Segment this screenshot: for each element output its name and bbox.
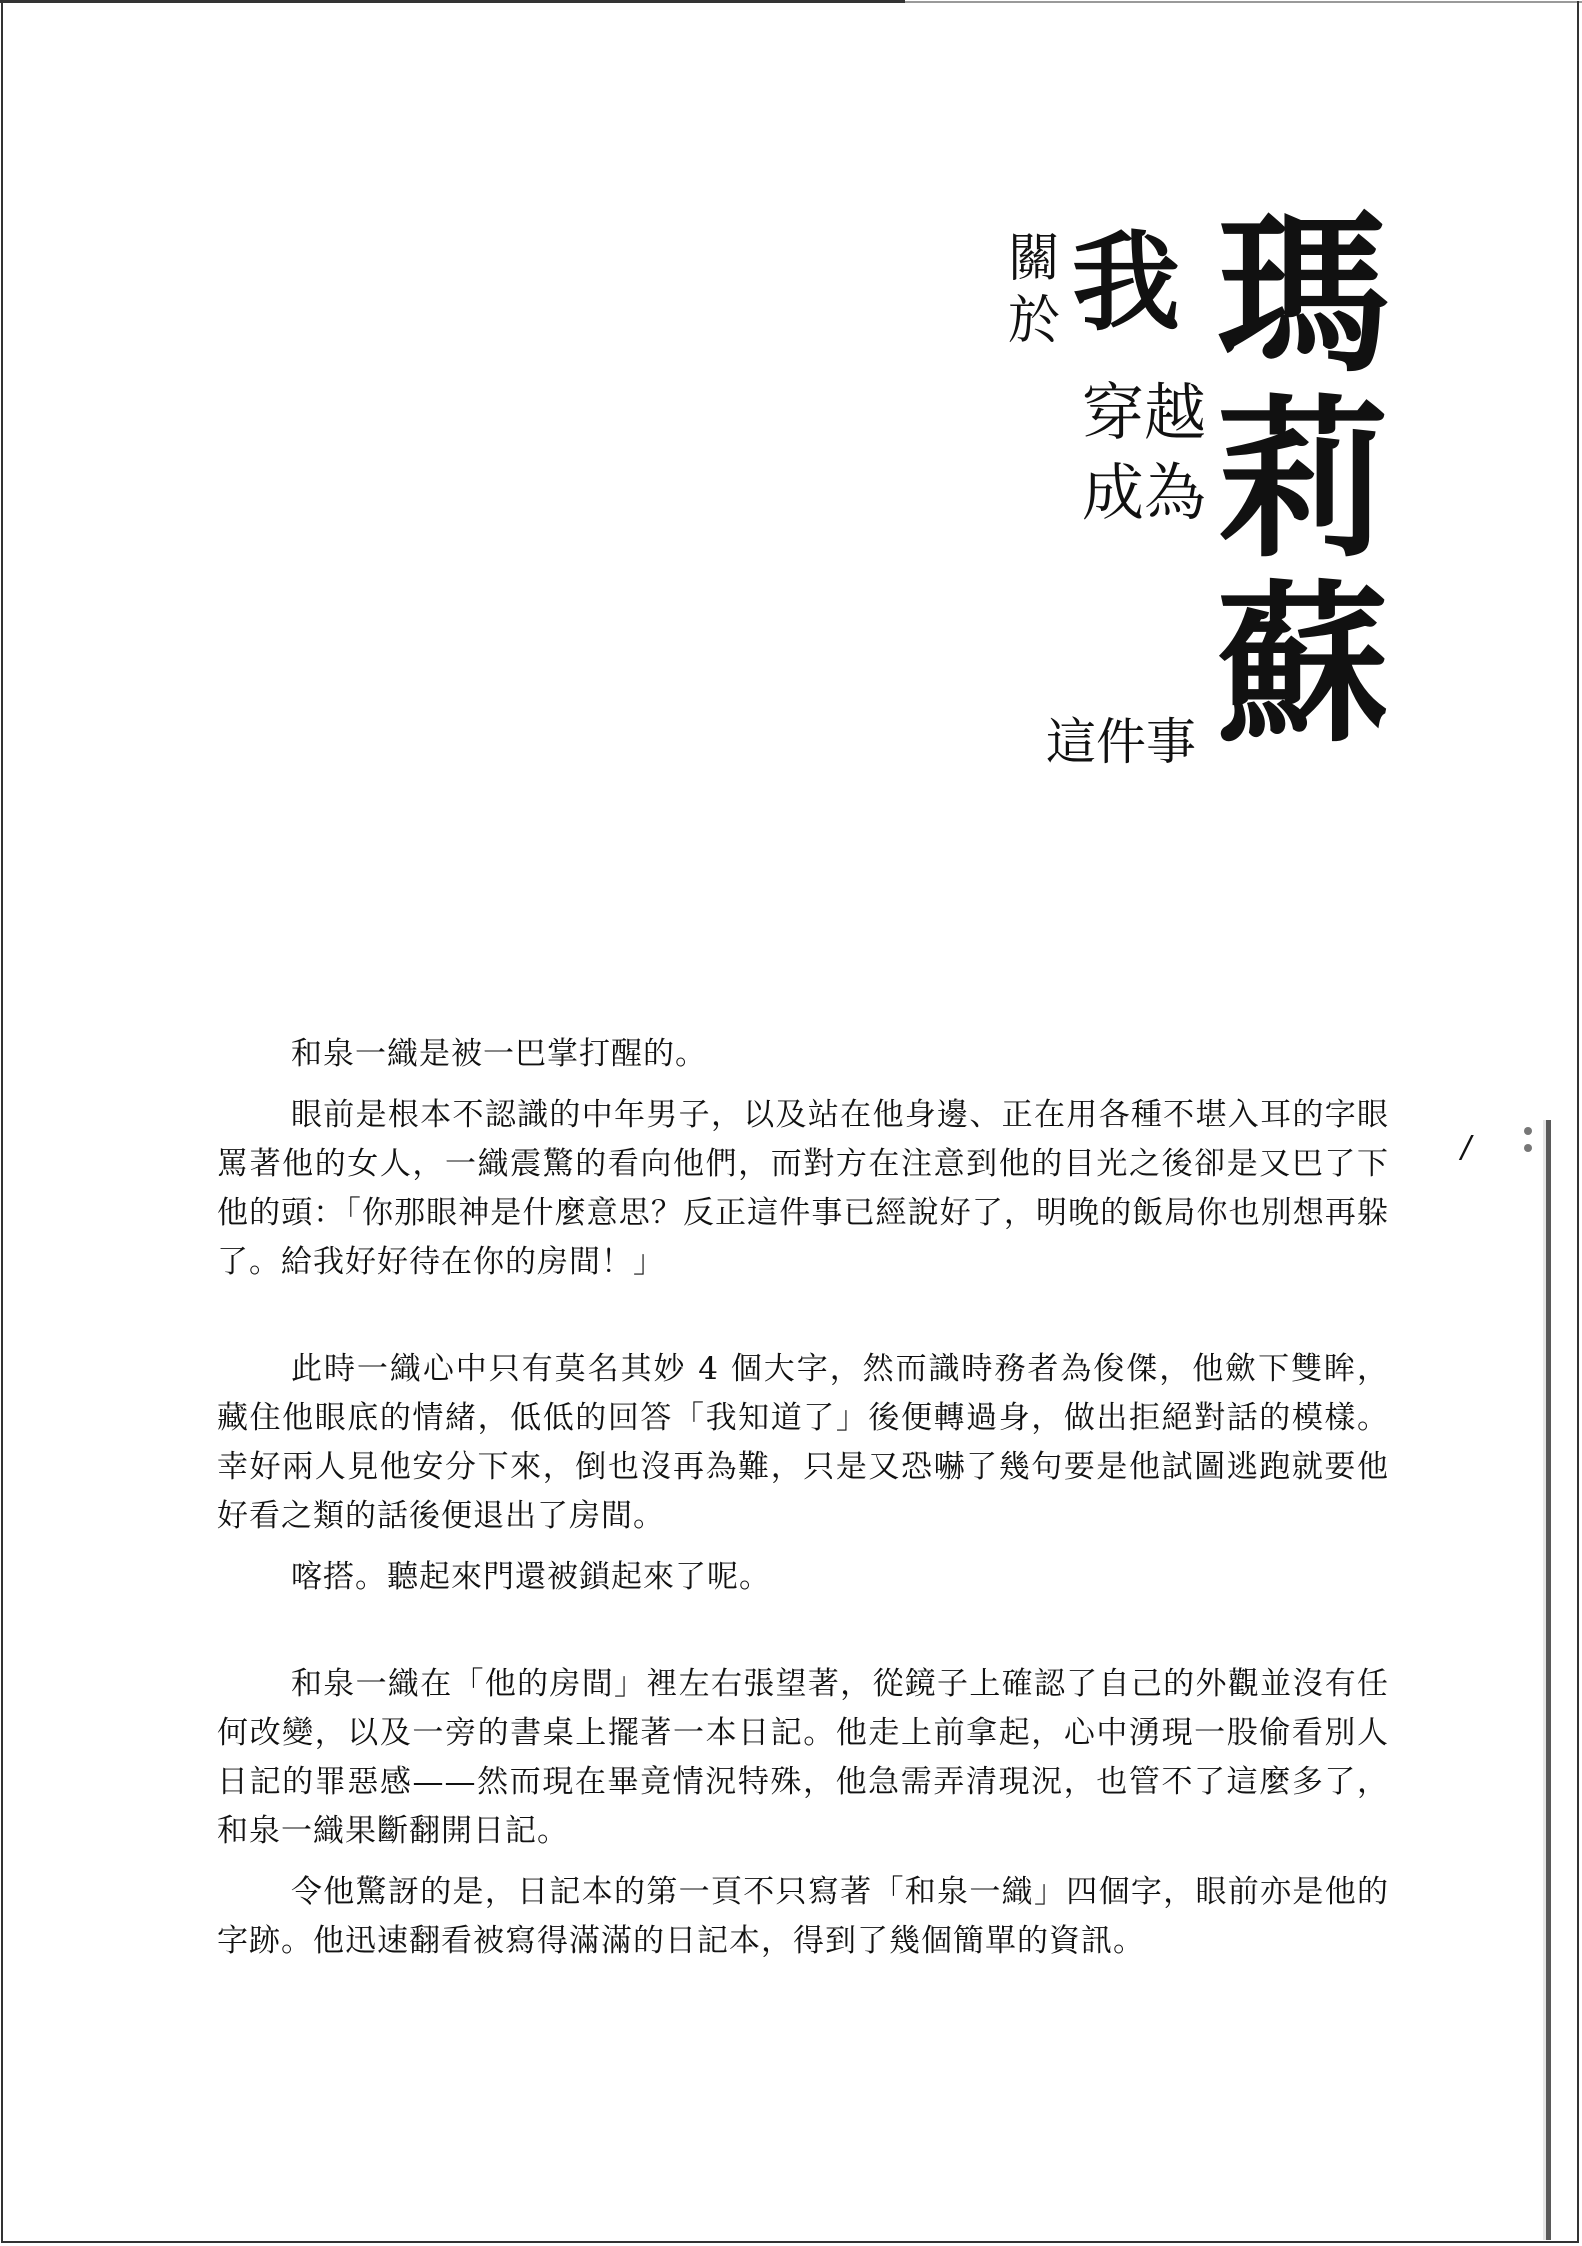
paragraph-1: 和泉一織是被一巴掌打醒的。 <box>291 1036 707 1072</box>
title-guanyu-char-1: 關 <box>1007 229 1060 289</box>
title-guanyu <box>1002 228 1066 352</box>
title-guanyu-char-2: 於 <box>1007 291 1060 351</box>
title-main-char-3: 蘇 <box>1217 565 1389 766</box>
page-mark: / <box>1461 1130 1472 1165</box>
title-subtitle-line-2: 成為 <box>1081 456 1206 529</box>
paragraph-6: 令他驚訝的是，日記本的第一頁不只寫著「和泉一織」四個字，眼前亦是他的字跡。他迅速翻看被寫得滿滿的日記本，得到了幾個簡單的資訊。 <box>217 1874 1389 1959</box>
paragraph-5: 和泉一織在「他的房間」裡左右張望著，從鏡子上確認了自己的外觀並沒有任何改變，以及一旁的書桌上擺著一本日記。他走上前拿起，心中湧現一股偷看別人日記的罪惡感——然而現在畢竟情況特殊，他急需弄清現況，也管不了這麼多了，和泉一織果斷翻開日記。 <box>217 1666 1389 1849</box>
body-text <box>217 1030 1389 1966</box>
title-subtitle-line-1: 穿越 <box>1081 376 1206 449</box>
paragraph-2: 眼前是根本不認識的中年男子，以及站在他身邊、正在用各種不堪入耳的字眼罵著他的女人，一織震驚的看向他們，而對方在注意到他的目光之後卻是又巴了下他的頭：「你那眼神是什麼意思？反正這件事已經說好了，明晚的飯局你也別想再躲了。給我好好待在你的房間！」 <box>217 1097 1389 1280</box>
dot <box>1524 1127 1532 1135</box>
dot <box>1524 1144 1532 1152</box>
title-main <box>1208 195 1398 766</box>
paragraph-3: 此時一織心中只有莫名其妙 4 個大字，然而識時務者為俊傑，他歛下雙眸，藏住他眼底的情緒，低低的回答「我知道了」後便轉過身，做出拒絕對話的模樣。幸好兩人見他安分下來，倒也沒再為難，只是又恐嚇了幾句要是他試圖逃跑就要他好看之類的話後便退出了房間。 <box>217 1351 1389 1534</box>
title-wo: 我 <box>1072 221 1181 346</box>
title-tail: 這件事 <box>1046 713 1196 771</box>
more-dots-icon[interactable] <box>1524 1127 1534 1161</box>
title-main-char-2: 莉 <box>1217 380 1389 581</box>
paragraph-4: 喀搭。聽起來門還被鎖起來了呢。 <box>291 1559 771 1595</box>
title-main-char-1: 瑪 <box>1217 195 1389 396</box>
title-subtitle <box>1066 373 1206 533</box>
scrollbar[interactable] <box>1543 1120 1551 2240</box>
